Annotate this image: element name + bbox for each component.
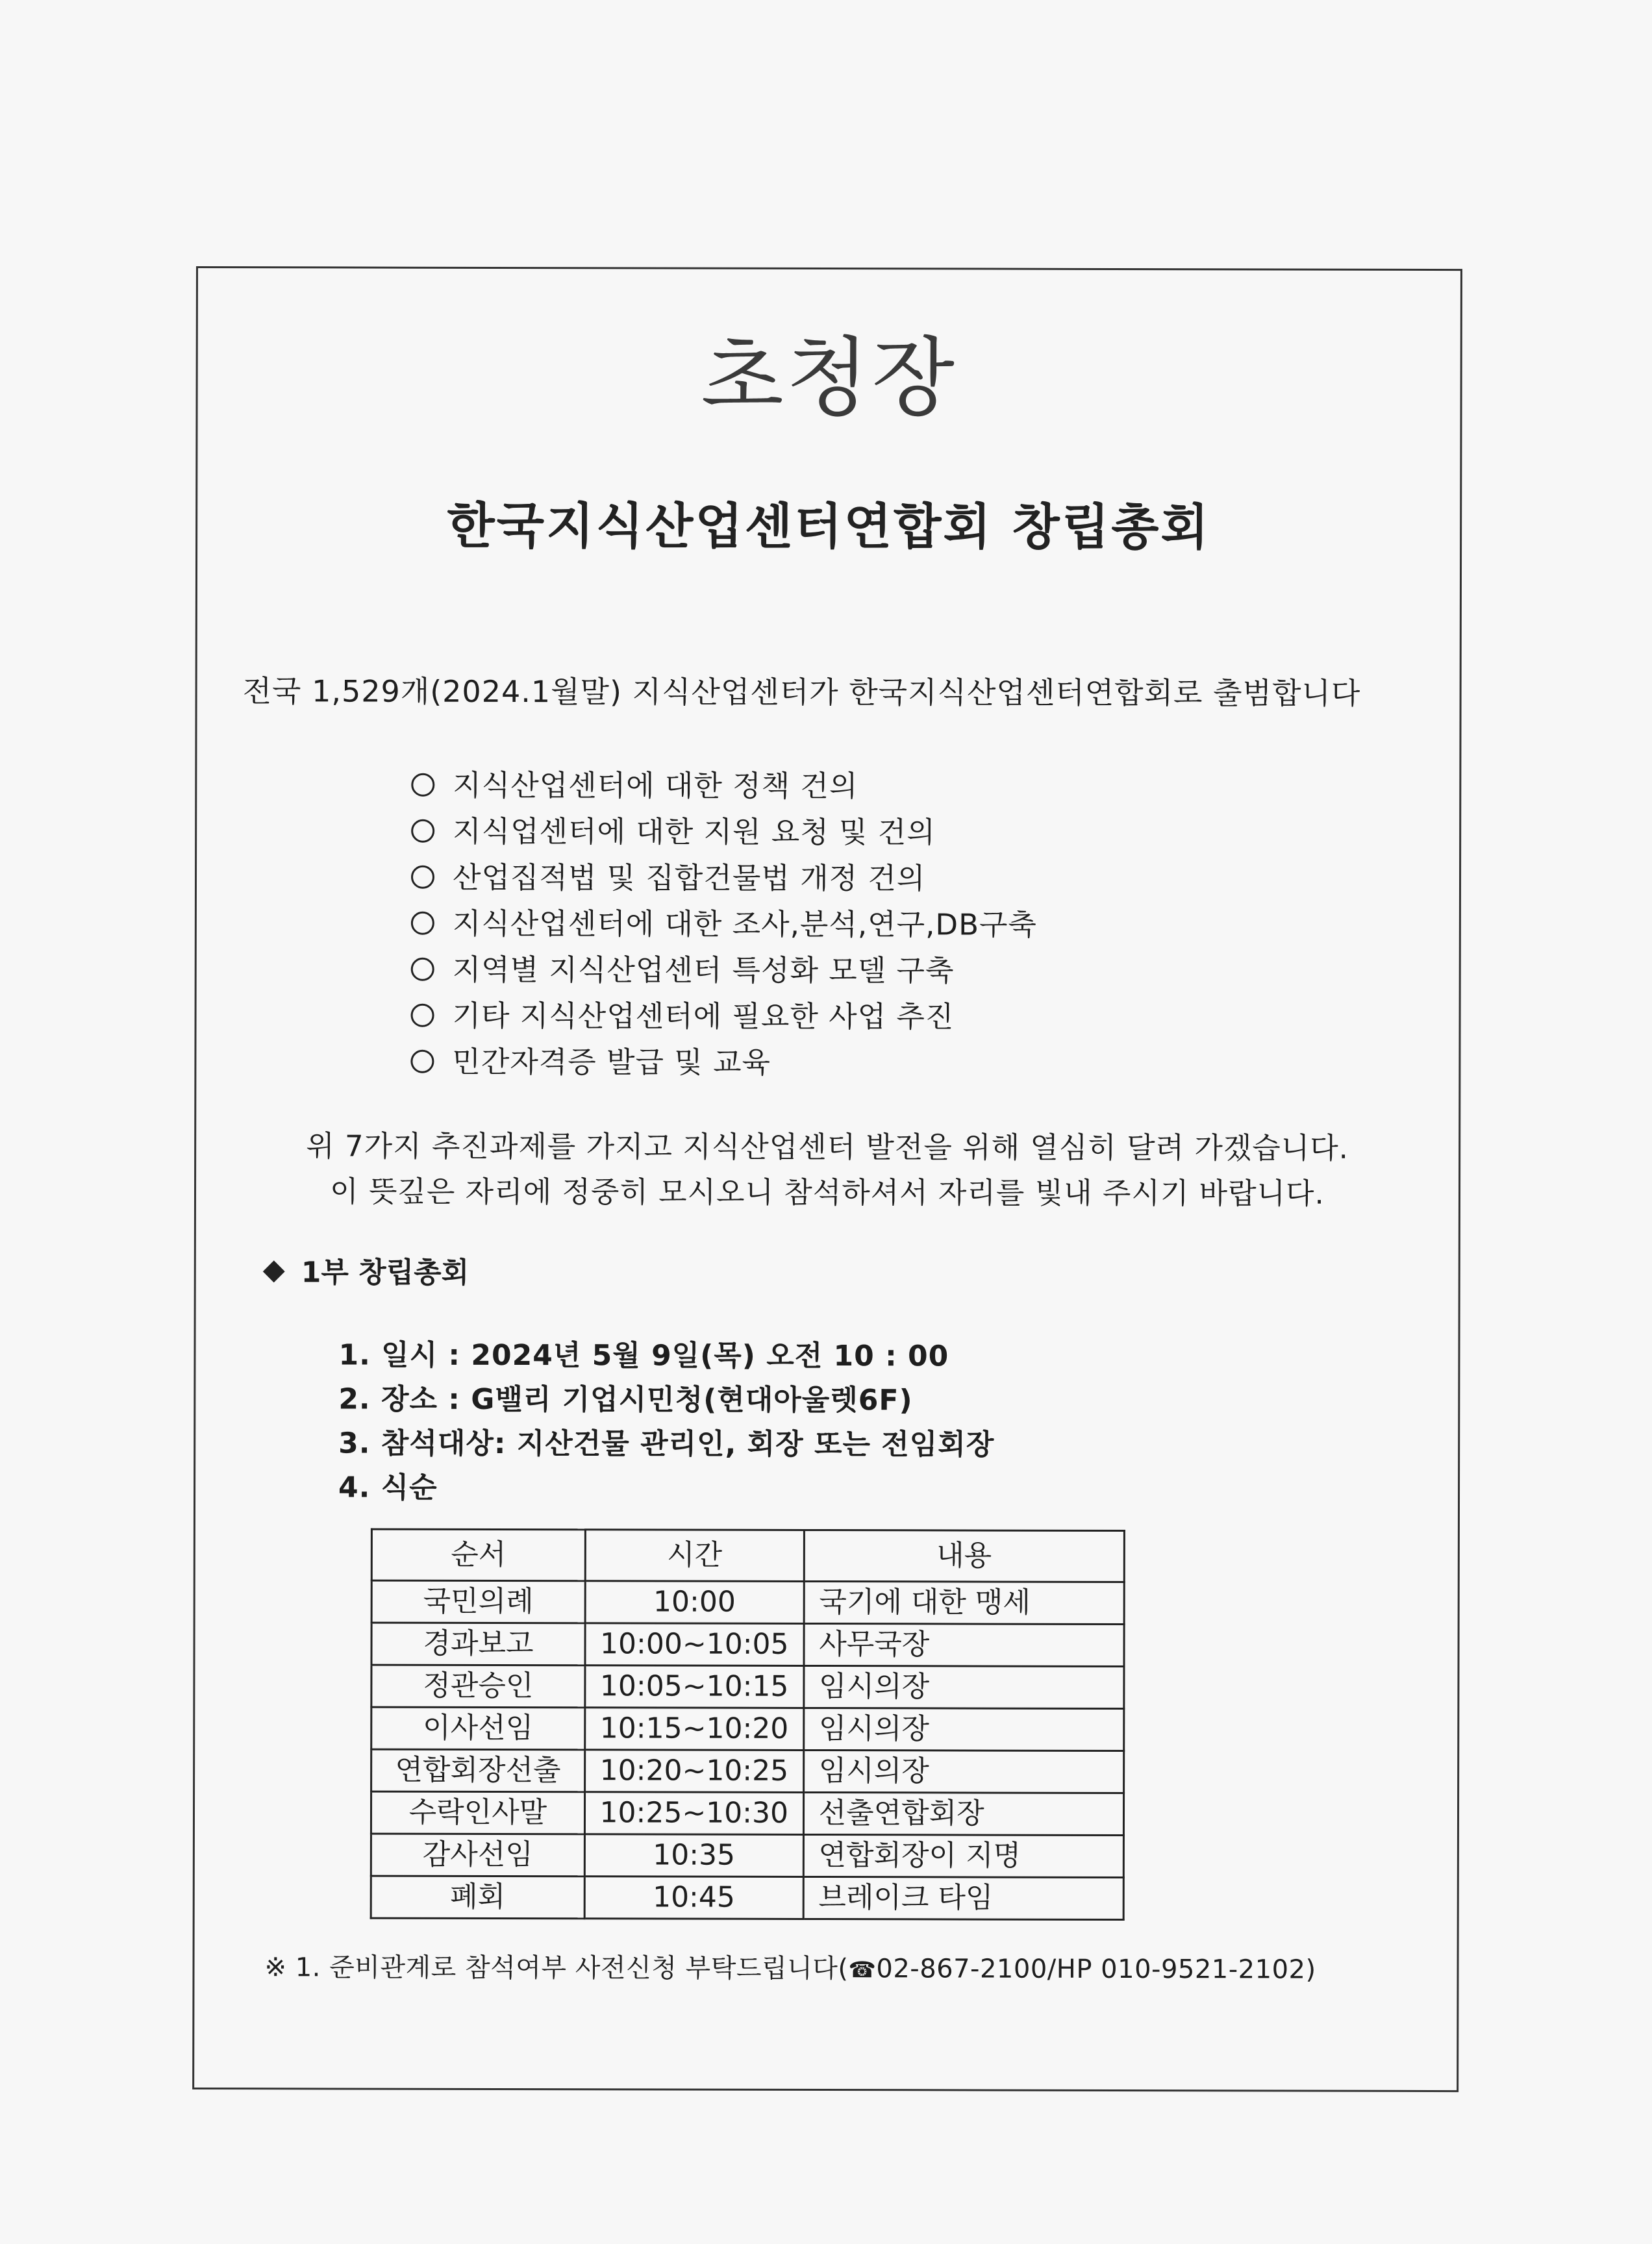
list-item: 민간자격증 발급 및 교육: [410, 1039, 1036, 1086]
page-title: 초청장: [701, 327, 958, 429]
closing-line-2: 이 뜻깊은 자리에 정중히 모시오니 참석하셔서 자리를 빛내 주시기 바랍니다.: [330, 1174, 1325, 1211]
table-row: 폐회 10:45 브레이크 타임: [371, 1876, 1123, 1919]
header-order: 순서: [371, 1529, 585, 1581]
list-item: 지식산업센터에 대한 조사,분석,연구,DB구축: [411, 901, 1037, 948]
circle-bullet-icon: [411, 819, 434, 843]
list-item: 지식산업센터에 대한 정책 건의: [411, 762, 1037, 810]
table-row: 정관승인 10:05~10:15 임시의장: [371, 1665, 1124, 1708]
event-subtitle: 한국지식산업센터연합회 창립총회: [447, 496, 1211, 556]
goals-list: [410, 762, 1037, 1086]
invitation-frame: [192, 266, 1462, 2092]
phone-icon: ☎: [848, 1957, 877, 1984]
list-item: 지역별 지식산업센터 특성화 모델 구축: [411, 947, 1037, 994]
circle-bullet-icon: [411, 1004, 434, 1027]
event-details: [338, 1333, 995, 1511]
list-item: 지식업센터에 대한 지원 요청 및 건의: [411, 808, 1037, 856]
table-row: 국민의례 10:00 국기에 대한 맹세: [371, 1580, 1124, 1624]
schedule-table: [370, 1528, 1125, 1921]
header-time: 시간: [585, 1530, 804, 1582]
footnote: ※ 1. 준비관계로 참석여부 사전신청 부탁드립니다(☎02-867-2100/HP 010-9521-2102): [264, 1952, 1316, 1985]
list-item: 산업집적법 및 집합건물법 개정 건의: [411, 854, 1037, 902]
circle-bullet-icon: [410, 1050, 434, 1073]
circle-bullet-icon: [411, 958, 434, 981]
table-row: 연합회장선출 10:20~10:25 임시의장: [371, 1749, 1124, 1793]
section-heading: 1부 창립총회: [266, 1249, 469, 1291]
detail-date: 1. 일시 : 2024년 5월 9일(목) 오전 10 : 00: [338, 1338, 949, 1373]
list-item: 기타 지식산업센터에 필요한 사업 추진: [411, 993, 1037, 1040]
table-row: 감사선임 10:35 연합회장이 지명: [371, 1834, 1123, 1877]
detail-program: 4. 식순: [338, 1471, 438, 1504]
diamond-bullet-icon: [263, 1260, 285, 1282]
circle-bullet-icon: [411, 773, 434, 797]
table-row: 이사선임 10:15~10:20 임시의장: [371, 1707, 1124, 1751]
table-row: 경과보고 10:00~10:05 사무국장: [371, 1623, 1124, 1666]
circle-bullet-icon: [411, 866, 434, 889]
table-header-row: [371, 1529, 1124, 1582]
closing-line-1: 위 7가지 추진과제를 가지고 지식산업센터 발전을 위해 열심히 달려 가겠습니다.: [306, 1128, 1349, 1166]
detail-venue: 2. 장소 : G밸리 기업시민청(현대아울렛6F): [338, 1382, 913, 1417]
circle-bullet-icon: [411, 912, 434, 935]
intro-text: 전국 1,529개(2024.1월말) 지식산업센터가 한국지식산업센터연합회로 출범합니다: [242, 673, 1361, 711]
table-row: 수락인사말 10:25~10:30 선출연합회장: [371, 1791, 1123, 1835]
detail-attendees: 3. 참석대상: 지산건물 관리인, 회장 또는 전임회장: [338, 1427, 995, 1462]
header-content: 내용: [804, 1530, 1124, 1582]
